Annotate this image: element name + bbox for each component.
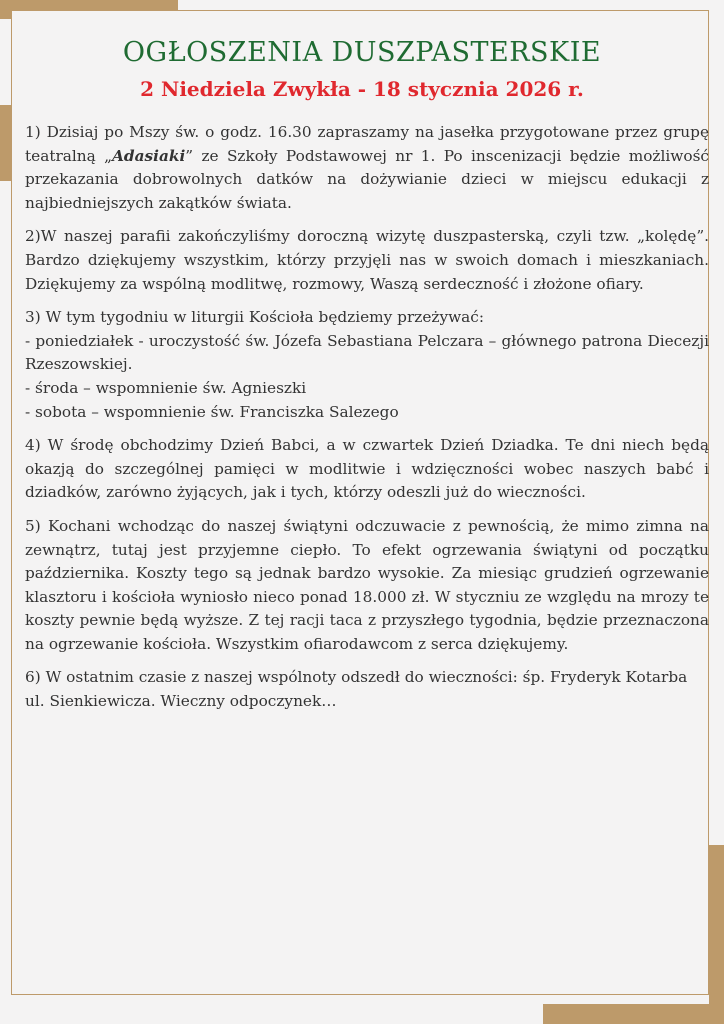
- announcement-6: 6) W ostatnim czasie z naszej wspólnoty odszedł do wieczności: śp. Fryderyk Kotarba ul. Sienkiewicza. Wieczny odpoczynek…: [25, 668, 688, 711]
- announcement-3-intro: 3) W tym tygodniu w liturgii Kościoła będziemy przeżywać:: [25, 308, 485, 327]
- group-name: Adasiaki: [112, 146, 186, 165]
- announcement-1: [25, 121, 709, 215]
- corner-decoration-bottom-right: [543, 1004, 724, 1024]
- announcement-3: [25, 306, 709, 424]
- page-subtitle: 2 Niedziela Zwykła - 18 stycznia 2026 r.: [140, 77, 584, 101]
- announcement-4: 4) W środę obchodzimy Dzień Babci, a w czwartek Dzień Dziadka. Te dni niech będą okazją do szczególnej pamięci w modlitwie i wdzięczności wobec naszych babć i dziadków, zarówno żyjących, jak i tych, którzy odeszli już do wieczności.: [25, 436, 709, 502]
- liturgy-item-saturday: - sobota – wspomnienie św. Franciszka Salezego: [25, 402, 399, 421]
- page-title: OGŁOSZENIA DUSZPASTERSKIE: [122, 37, 602, 68]
- edge-decoration-right: [709, 845, 724, 1024]
- announcement-1-text-end: ” ze Szkoły Podstawowej nr 1. Po inscenizacji będzie możliwość przekazania dobrowolnych datków na dożywianie dzieci w miejscu edukacji z najbiedniejszych zakątków świata.: [25, 146, 709, 212]
- announcement-5: 5) Kochani wchodząc do naszej świątyni odczuwacie z pewnością, że mimo zimna na zewnątrz, tutaj jest przyjemne ciepło. To efekt ogrzewania świątyni od początku października. Koszty tego są jednak bardzo wysokie. Za miesiąc grudzień ogrzewanie klasztoru i kościoła wyniosło nieco ponad 18.000 zł. W styczniu ze względu na mrozy te koszty pewnie będą wyższe. Z tej racji taca z przyszłego tygodnia, będzie przeznaczona na ogrzewanie kościoła. Wszystkim ofiarodawcom z serca dziękujemy.: [25, 516, 709, 653]
- announcements-body: [25, 121, 709, 724]
- liturgy-item-monday: - poniedziałek - uroczystość św. Józefa Sebastiana Pelczara – głównego patrona Diecezji Rzeszowskiej.: [25, 331, 709, 374]
- liturgy-item-wednesday: - środa – wspomnienie św. Agnieszki: [25, 378, 307, 397]
- announcement-2: 2)W naszej parafii zakończyliśmy doroczną wizytę duszpasterską, czyli tzw. „kolędę”. Bardzo dziękujemy wszystkim, którzy przyjęli nas w swoich domach i mieszkaniach. Dziękujemy za wspólną modlitwę, rozmowy, Waszą serdeczność i złożone ofiary.: [25, 227, 709, 293]
- announcement-1-text-start: 1) Dzisiaj po Mszy św. o godz. 16.30 zapraszamy na jasełka przygotowane przez grupę teatralną „: [25, 123, 709, 165]
